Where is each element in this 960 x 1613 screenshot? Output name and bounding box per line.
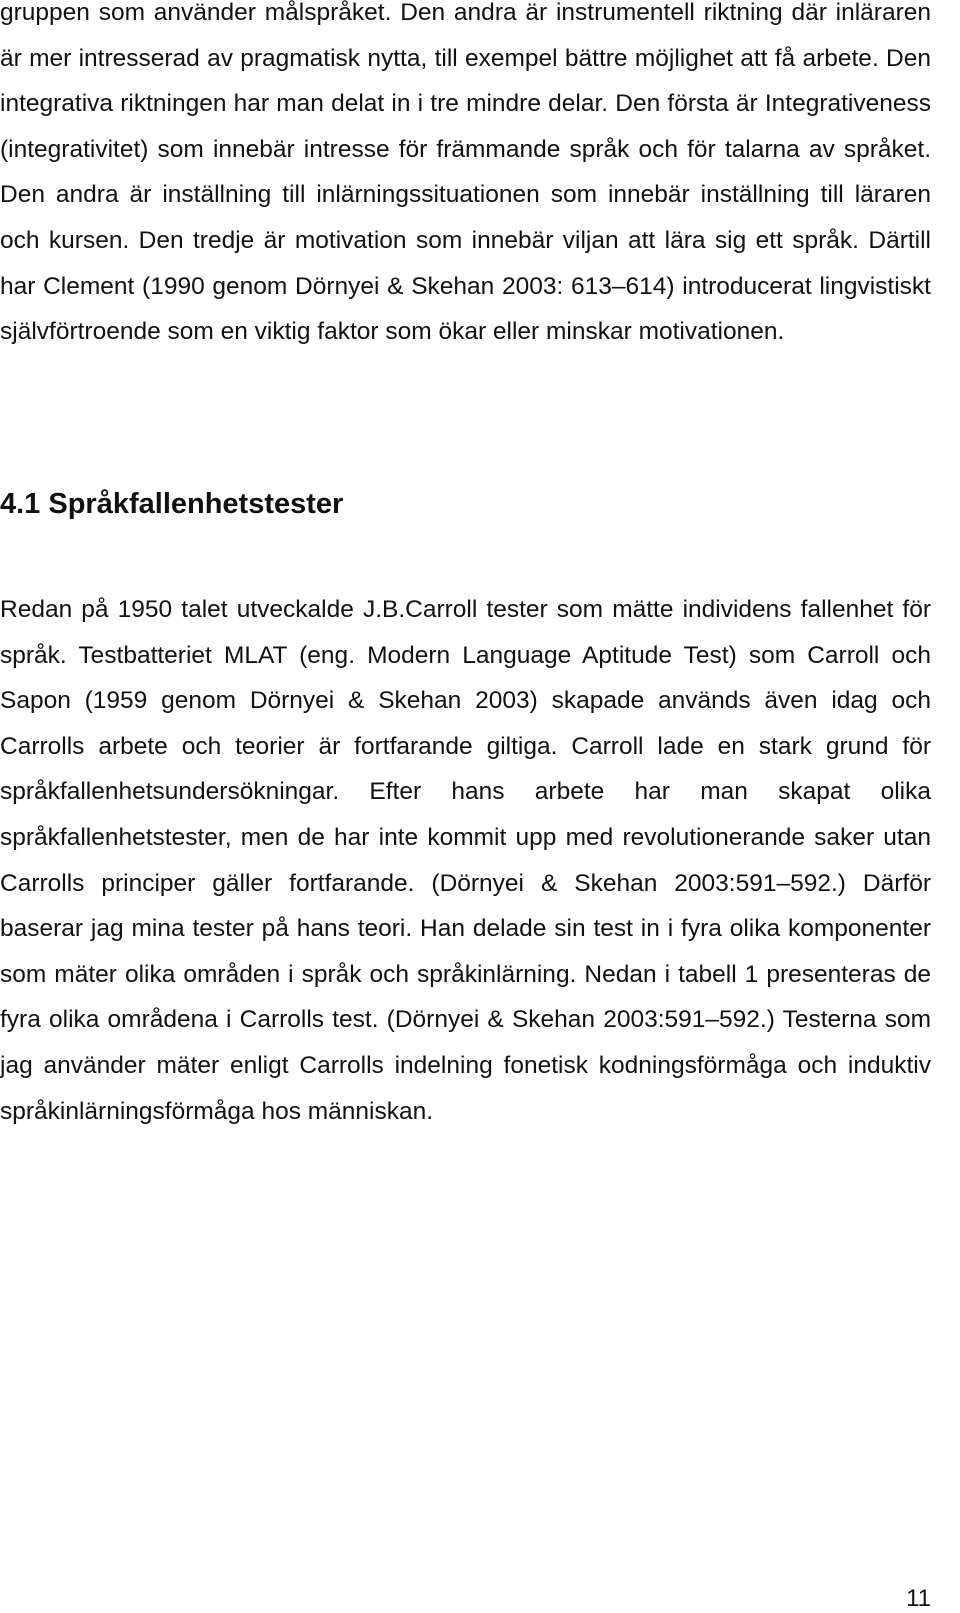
section-heading: 4.1 Språkfallenhetstester <box>0 488 344 520</box>
body-paragraph-aptitude-tests: Redan på 1950 talet utveckalde J.B.Carroll tester som mätte individens fallenhet för språk. Testbatteriet MLAT (eng. Modern Language Aptitude Test) som Carroll och Sapon (1959 genom Dörnyei & Skehan 2003) skapade används även idag och Carrolls arbete och teorier är fortfarande giltiga. Carroll lade en stark grund för språkfallenhetsundersökningar. Efter hans arbete har man skapat olika språkfallenhetstester, men de har inte kommit upp med revolutionerande saker utan Carrolls principer gäller fortfarande. (Dörnyei & Skehan 2003:591–592.) Därför baserar jag mina tester på hans teori. Han delade sin test in i fyra olika komponenter som mäter olika områden i språk och språkinlärning. Nedan i tabell 1 presenteras de fyra olika områdena i Carrolls test. (Dörnyei & Skehan 2003:591–592.) Testerna som jag använder mäter enligt Carrolls indelning fonetisk kodningsförmåga och induktiv språkinlärningsförmåga hos människan. <box>0 596 931 1125</box>
body-paragraph-motivation: gruppen som använder målspråket. Den andra är instrumentell riktning där inläraren är mer intresserad av pragmatisk nytta, till exempel bättre möjlighet att få arbete. Den integrativa riktningen har man delat in i tre mindre delar. Den första är Integrativeness (integrativitet) som innebär intresse för främmande språk och för talarna av språket. Den andra är inställning till inlärningssituationen som innebär inställning till läraren och kursen. Den tredje är motivation som innebär viljan att lära sig ett språk. Därtill har Clement (1990 genom Dörnyei & Skehan 2003: 613–614) introducerat lingvistiskt självförtroende som en viktig faktor som ökar eller minskar motivationen. <box>0 0 931 346</box>
page-number: 11 <box>906 1585 931 1612</box>
